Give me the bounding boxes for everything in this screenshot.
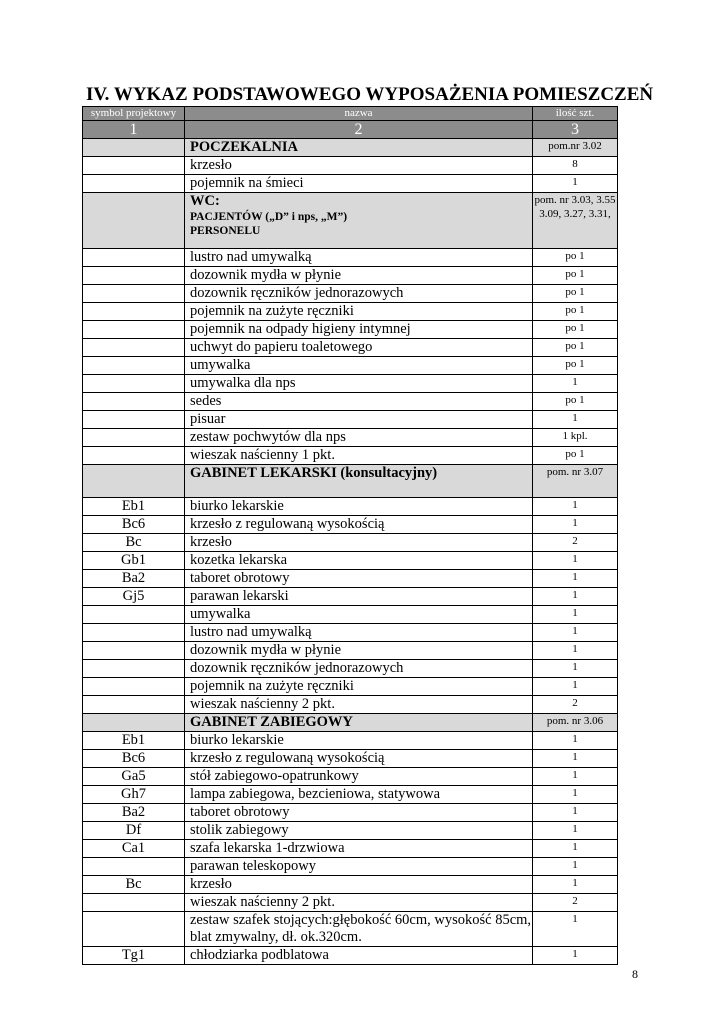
item-name-cell: dozownik mydła w płynie — [185, 642, 533, 660]
section-subtitle: PERSONELU — [190, 225, 261, 237]
symbol-cell — [83, 393, 185, 411]
symbol-cell — [83, 447, 185, 465]
item-name-cell: krzesło — [185, 157, 533, 175]
quantity-cell: po 1 — [533, 321, 618, 339]
quantity-cell: 1 — [533, 588, 618, 606]
table-row — [83, 157, 618, 175]
symbol-cell: Gh7 — [83, 786, 185, 804]
table-row — [83, 357, 618, 375]
quantity-cell: 1 — [533, 642, 618, 660]
quantity-cell: 1 — [533, 947, 618, 965]
table-row — [83, 321, 618, 339]
item-name-cell: parawan teleskopowy — [185, 858, 533, 876]
quantity-cell: 1 — [533, 624, 618, 642]
quantity-cell: 1 — [533, 858, 618, 876]
item-name-cell: chłodziarka podblatowa — [185, 947, 533, 965]
table-row — [83, 750, 618, 768]
item-name-cell: umywalka — [185, 606, 533, 624]
symbol-cell: Df — [83, 822, 185, 840]
symbol-cell — [83, 303, 185, 321]
table-row — [83, 447, 618, 465]
table-row — [83, 624, 618, 642]
table-row — [83, 768, 618, 786]
symbol-cell: Ba2 — [83, 804, 185, 822]
symbol-cell — [83, 285, 185, 303]
table-row — [83, 876, 618, 894]
symbol-cell: Gb1 — [83, 552, 185, 570]
item-name-cell: krzesło z regulowaną wysokością — [185, 750, 533, 768]
section-row — [83, 139, 618, 157]
item-name-cell: dozownik ręczników jednorazowych — [185, 285, 533, 303]
page-number: 8 — [632, 967, 638, 981]
table-row — [83, 732, 618, 750]
table-row — [83, 570, 618, 588]
quantity-cell: po 1 — [533, 249, 618, 267]
symbol-cell: Ga5 — [83, 768, 185, 786]
header-col-number-2: 2 — [185, 121, 533, 139]
quantity-cell: 2 — [533, 696, 618, 714]
section-row — [83, 714, 618, 732]
section-name-cell: GABINET LEKARSKI (konsultacyjny) — [185, 465, 533, 498]
section-subtitle: PACJENTÓW („D” i nps, „M”) — [190, 211, 348, 223]
symbol-cell — [83, 139, 185, 157]
symbol-cell: Eb1 — [83, 498, 185, 516]
section-row — [83, 465, 618, 498]
item-name-cell: krzesło — [185, 876, 533, 894]
item-name-cell: umywalka dla nps — [185, 375, 533, 393]
section-name: WC: — [190, 193, 220, 209]
quantity-cell: 1 — [533, 375, 618, 393]
table-row — [83, 411, 618, 429]
item-name-cell: zestaw szafek stojących:głębokość 60cm, wysokość 85cm, blat zmywalny, dł. ok.320cm. — [185, 912, 533, 947]
symbol-cell — [83, 660, 185, 678]
quantity-cell: 1 — [533, 822, 618, 840]
symbol-cell — [83, 696, 185, 714]
symbol-cell: Tg1 — [83, 947, 185, 965]
symbol-cell — [83, 411, 185, 429]
table-row — [83, 552, 618, 570]
item-name-cell: pojemnik na odpady higieny intymnej — [185, 321, 533, 339]
symbol-cell: Bc — [83, 534, 185, 552]
table-row — [83, 804, 618, 822]
item-name-cell: krzesło z regulowaną wysokością — [185, 516, 533, 534]
table-row — [83, 339, 618, 357]
table-row — [83, 303, 618, 321]
table-row — [83, 678, 618, 696]
item-name-cell: lampa zabiegowa, bezcieniowa, statywowa — [185, 786, 533, 804]
header-col-number-1: 1 — [83, 121, 185, 139]
quantity-cell: 1 — [533, 660, 618, 678]
table-row — [83, 175, 618, 193]
table-row — [83, 375, 618, 393]
item-name-cell: pojemnik na zużyte ręczniki — [185, 678, 533, 696]
symbol-cell — [83, 249, 185, 267]
symbol-cell: Gj5 — [83, 588, 185, 606]
item-name-cell: dozownik ręczników jednorazowych — [185, 660, 533, 678]
header-symbol-label: symbol projektowy — [83, 107, 185, 121]
symbol-cell — [83, 912, 185, 947]
quantity-cell: 1 — [533, 876, 618, 894]
symbol-cell — [83, 624, 185, 642]
symbol-cell — [83, 157, 185, 175]
quantity-cell: 8 — [533, 157, 618, 175]
room-number-cell: pom. nr 3.03, 3.55 3.09, 3.27, 3.31, — [533, 193, 618, 249]
table-row — [83, 660, 618, 678]
quantity-cell: 1 — [533, 768, 618, 786]
quantity-cell: 1 — [533, 516, 618, 534]
quantity-cell: po 1 — [533, 285, 618, 303]
quantity-cell: po 1 — [533, 447, 618, 465]
table-row — [83, 534, 618, 552]
item-name-cell: uchwyt do papieru toaletowego — [185, 339, 533, 357]
item-name-cell: taboret obrotowy — [185, 570, 533, 588]
symbol-cell — [83, 267, 185, 285]
symbol-cell — [83, 678, 185, 696]
table-row — [83, 249, 618, 267]
symbol-cell — [83, 175, 185, 193]
table-row — [83, 606, 618, 624]
quantity-cell: 2 — [533, 534, 618, 552]
quantity-cell: 1 — [533, 912, 618, 947]
symbol-cell — [83, 858, 185, 876]
quantity-cell: 1 kpl. — [533, 429, 618, 447]
symbol-cell — [83, 465, 185, 498]
item-name-cell: kozetka lekarska — [185, 552, 533, 570]
symbol-cell — [83, 357, 185, 375]
symbol-cell — [83, 894, 185, 912]
item-name-cell: taboret obrotowy — [185, 804, 533, 822]
item-name-cell: lustro nad umywalką — [185, 249, 533, 267]
quantity-cell: 1 — [533, 175, 618, 193]
section-name-cell: POCZEKALNIA — [185, 139, 533, 157]
symbol-cell: Ca1 — [83, 840, 185, 858]
symbol-cell: Bc — [83, 876, 185, 894]
symbol-cell — [83, 606, 185, 624]
table-row — [83, 912, 618, 947]
item-name-cell: biurko lekarskie — [185, 498, 533, 516]
table-row — [83, 498, 618, 516]
quantity-cell: po 1 — [533, 267, 618, 285]
quantity-cell: 1 — [533, 786, 618, 804]
page-title: IV. WYKAZ PODSTAWOWEGO WYPOSAŻENIA POMIESZCZEŃ — [86, 84, 654, 105]
table-row — [83, 786, 618, 804]
item-name-cell: parawan lekarski — [185, 588, 533, 606]
item-name-cell: wieszak naścienny 1 pkt. — [185, 447, 533, 465]
quantity-cell: po 1 — [533, 393, 618, 411]
quantity-cell: po 1 — [533, 339, 618, 357]
item-name-cell: szafa lekarska 1-drzwiowa — [185, 840, 533, 858]
table-row — [83, 894, 618, 912]
room-number-cell: pom.nr 3.02 — [533, 139, 618, 157]
item-name-cell: biurko lekarskie — [185, 732, 533, 750]
symbol-cell — [83, 193, 185, 249]
item-name-cell: pisuar — [185, 411, 533, 429]
item-name-cell: wieszak naścienny 2 pkt. — [185, 894, 533, 912]
table-row — [83, 642, 618, 660]
symbol-cell — [83, 714, 185, 732]
table-row — [83, 822, 618, 840]
quantity-cell: 1 — [533, 411, 618, 429]
quantity-cell: 1 — [533, 750, 618, 768]
table-row — [83, 840, 618, 858]
symbol-cell: Eb1 — [83, 732, 185, 750]
table-row — [83, 516, 618, 534]
table-header-numbers — [83, 121, 618, 139]
quantity-cell: 2 — [533, 894, 618, 912]
section-row — [83, 193, 618, 249]
quantity-cell: po 1 — [533, 303, 618, 321]
symbol-cell — [83, 375, 185, 393]
item-name-cell: krzesło — [185, 534, 533, 552]
header-qty-label: ilość szt. — [533, 107, 618, 121]
room-number-cell: pom. nr 3.06 — [533, 714, 618, 732]
table-row — [83, 588, 618, 606]
quantity-cell: 1 — [533, 840, 618, 858]
item-name-cell: lustro nad umywalką — [185, 624, 533, 642]
item-name-cell: stół zabiegowo-opatrunkowy — [185, 768, 533, 786]
quantity-cell: 1 — [533, 498, 618, 516]
table-row — [83, 696, 618, 714]
table-header-labels — [83, 107, 618, 121]
quantity-cell: 1 — [533, 678, 618, 696]
table-row — [83, 947, 618, 965]
symbol-cell: Ba2 — [83, 570, 185, 588]
quantity-cell: po 1 — [533, 357, 618, 375]
quantity-cell: 1 — [533, 552, 618, 570]
quantity-cell: 1 — [533, 570, 618, 588]
equipment-table — [82, 106, 618, 965]
section-name-cell: GABINET ZABIEGOWY — [185, 714, 533, 732]
symbol-cell — [83, 339, 185, 357]
quantity-cell: 1 — [533, 804, 618, 822]
section-name-cell — [185, 193, 533, 249]
item-name-cell: dozownik mydła w płynie — [185, 267, 533, 285]
header-col-number-3: 3 — [533, 121, 618, 139]
table-row — [83, 429, 618, 447]
item-name-cell: pojemnik na śmieci — [185, 175, 533, 193]
item-name-cell: pojemnik na zużyte ręczniki — [185, 303, 533, 321]
symbol-cell: Bc6 — [83, 750, 185, 768]
symbol-cell — [83, 642, 185, 660]
symbol-cell: Bc6 — [83, 516, 185, 534]
header-name-label: nazwa — [185, 107, 533, 121]
table-row — [83, 858, 618, 876]
table-row — [83, 285, 618, 303]
quantity-cell: 1 — [533, 606, 618, 624]
item-name-cell: sedes — [185, 393, 533, 411]
table-row — [83, 267, 618, 285]
room-number-cell: pom. nr 3.07 — [533, 465, 618, 498]
item-name-cell: stolik zabiegowy — [185, 822, 533, 840]
quantity-cell: 1 — [533, 732, 618, 750]
item-name-cell: umywalka — [185, 357, 533, 375]
symbol-cell — [83, 321, 185, 339]
symbol-cell — [83, 429, 185, 447]
item-name-cell: wieszak naścienny 2 pkt. — [185, 696, 533, 714]
table-row — [83, 393, 618, 411]
item-name-cell: zestaw pochwytów dla nps — [185, 429, 533, 447]
